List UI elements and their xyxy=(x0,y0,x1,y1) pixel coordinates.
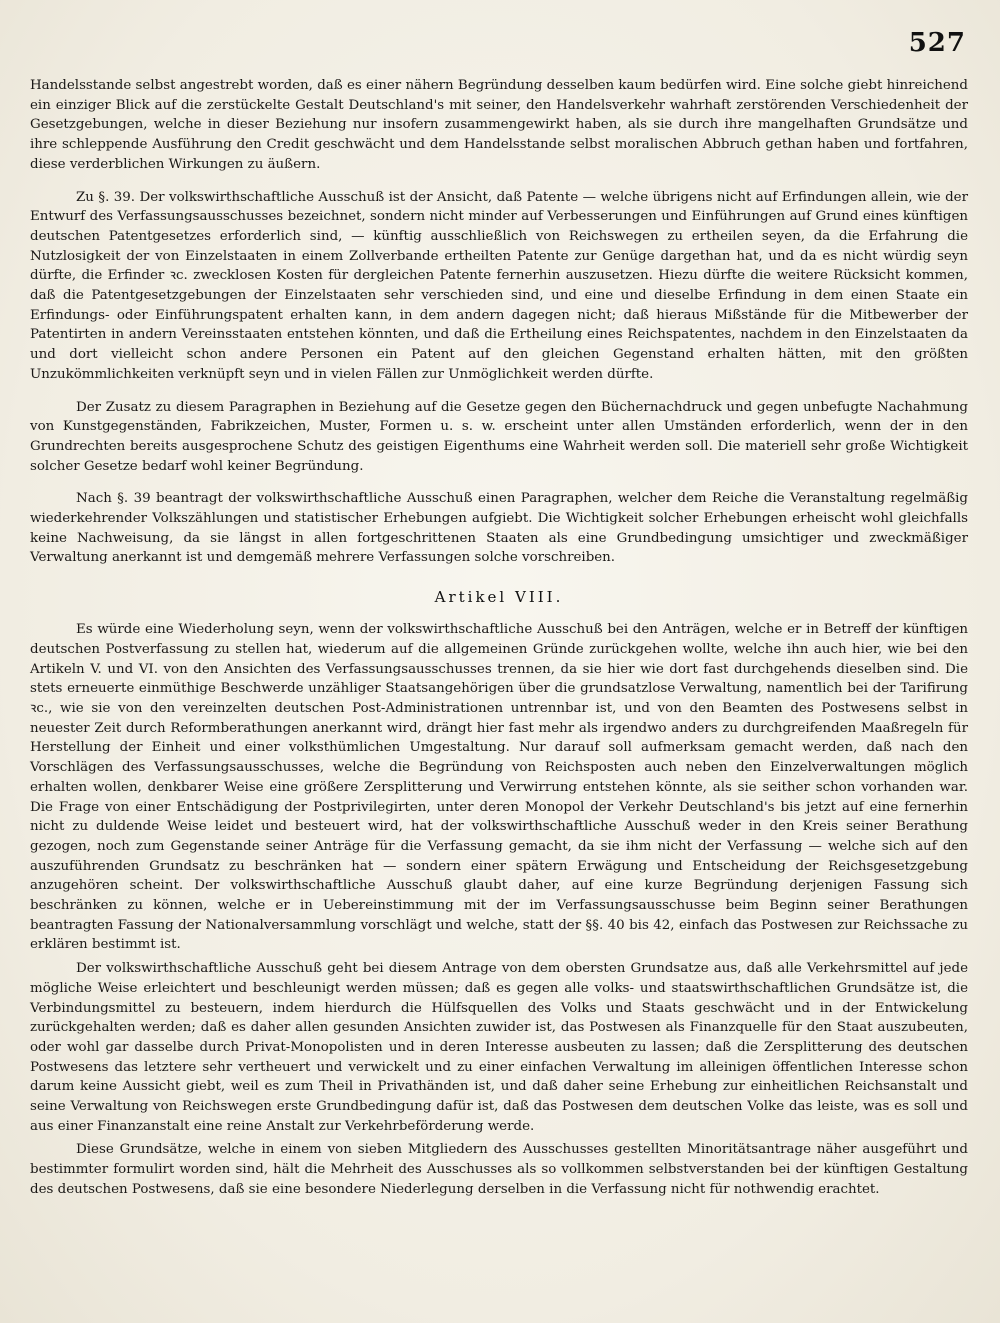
page-body xyxy=(30,76,968,1200)
paragraph-postverfassung: Es würde eine Wiederholung seyn, wenn der volkswirthschaftliche Ausschuß bei den Anträgen, welche er in Betreff der künftigen deutschen Postverfassung zu stellen hat, wiederum auf die allgemeinen Gründe zurückgehen wollte, welche ihn auch hier, wie bei den Artikeln V. und VI. von den Ansichten des Verfassungsausschusses trennen, da sie hier wie dort fast durchgehends dieselben sind. Die stets erneuerte einmüthige Beschwerde unzähliger Staatsangehörigen über die grundsatzlose Verwaltung, namentlich bei der Tarifirung ꝛc., wie sie von den vereinzelten deutschen Post-Administrationen untrennbar ist, und von den Beamten des Postwesens selbst in neuester Zeit durch Reformberathungen anerkannt wird, drängt hier fast mehr als irgendwo anders zu durchgreifenden Maaßregeln für Herstellung der Einheit und einer volksthümlichen Umgestaltung. Nur darauf soll aufmerksam gemacht werden, daß nach den Vorschlägen des Verfassungsausschusses, welche die Begründung von Reichsposten auch neben den Einzelverwaltungen möglich erhalten wollen, denkbarer Weise eine größere Zersplitterung und Verwirrung entstehen könnte, als sie seither schon vorhanden war. Die Frage von einer Entschädigung der Postprivilegirten, unter deren Monopol der Verkehr Deutschland's bis jetzt auf eine fernerhin nicht zu duldende Weise leidet und besteuert wird, hat der volkswirthschaftliche Ausschuß weder in den Kreis seiner Berathung gezogen, noch zum Gegenstande seiner Anträge für die Verfassung gemacht, da sie ihm nicht der Verfassung — welche sich auf den auszuführenden Grundsatz zu beschränken hat — sondern einer spätern Erwägung und Entscheidung der Reichsgesetzgebung anzugehören scheint. Der volkswirthschaftliche Ausschuß glaubt daher, auf eine kurze Begründung derjenigen Fassung sich beschränken zu können, welche er in Uebereinstimmung mit der im Verfassungsausschusse beim Beginn seiner Berathungen beantragten Fassung der Nationalversammlung vorschlägt und welche, statt der §§. 40 bis 42, einfach das Postwesen zur Reichssache zu erklären bestimmt ist. xyxy=(30,622,968,953)
article-heading: Artikel VIII. xyxy=(434,588,564,607)
paragraph-volkszaehlung: Nach §. 39 beantragt der volkswirthschaftliche Ausschuß einen Paragraphen, welcher dem Reiche die Veranstaltung regelmäßig wiederkehrender Volkszählungen und statistischer Erhebungen aufgiebt. Die Wichtigkeit solcher Erhebungen erheischt wohl gleichfalls keine Nachweisung, da sie längst in allen fortgeschrittenen Staaten als eine Grundbedingung umsichtiger und zweckmäßiger Verwaltung anerkannt ist und demgemäß mehrere Verfassungen solche vorschreiben. xyxy=(30,491,968,566)
paragraph-grundsaetze: Diese Grundsätze, welche in einem von sieben Mitgliedern des Ausschusses gestellten Minoritätsantrage näher ausgeführt und bestimmter formulirt worden sind, hält die Mehrheit des Ausschusses als so vollkommen selbstverstanden bei der künftigen Gestaltung des deutschen Postwesens, daß sie eine besondere Niederlegung derselben in die Verfassung nicht für nothwendig erachtet. xyxy=(30,1142,968,1197)
page-number: 527 xyxy=(908,28,966,58)
paragraph-verkehrsmittel: Der volkswirthschaftliche Ausschuß geht bei diesem Antrage von dem obersten Grundsatze aus, daß alle Verkehrsmittel auf jede mögliche Weise erleichtert und beschleunigt werden müssen; daß es gegen alle volks- und staatswirthschaftlichen Grundsätze ist, die Verbindungsmittel zu besteuern, indem hierdurch die Hülfsquellen des Volks und Staats geschwächt und in der Entwickelung zurückgehalten werden; daß es daher allen gesunden Ansichten zuwider ist, das Postwesen als Finanzquelle für den Staat auszubeuten, oder wohl gar dasselbe durch Privat-Monopolisten und in deren Interesse ausbeuten zu lassen; daß die Zersplitterung des deutschen Postwesens das letztere sehr vertheuert und verwickelt und zu einer einfachen Verwaltung im alleinigen öffentlichen Interesse schon darum keine Aussicht giebt, weil es zum Theil in Privathänden ist, und daß daher seine Erhebung zur einheitlichen Reichsanstalt und seine Verwaltung von Reichswegen erste Grundbedingung dafür ist, daß das Postwesen dem deutschen Volke das leiste, was es soll und aus einer Finanzanstalt eine reine Anstalt zur Verkehrbeförderung werde. xyxy=(30,961,968,1134)
paragraph-patente: Zu §. 39. Der volkswirthschaftliche Ausschuß ist der Ansicht, daß Patente — welche übrigens nicht auf Erfindungen allein, wie der Entwurf des Verfassungsausschusses bezeichnet, sondern nicht minder auf Verbesserungen und Einführungen auf Grund eines künftigen deutschen Patentgesetzes erforderlich sind, — künftig ausschließlich von Reichswegen zu ertheilen seyen, da die Erfahrung die Nutzlosigkeit der von Einzelstaaten in einem Zollverbande ertheilten Patente zur Genüge dargethan hat, und da es nicht würdig seyn dürfte, die Erfinder ꝛc. zwecklosen Kosten für dergleichen Patente fernerhin auszusetzen. Hiezu dürfte die weitere Rücksicht kommen, daß die Patentgesetzgebungen der Einzelstaaten sehr verschieden sind, und eine und dieselbe Erfindung in dem einen Staate ein Erfindungs- oder Einführungspatent erhalten kann, in dem andern dagegen nicht; daß hieraus Mißstände für die Mitbewerber der Patentirten in andern Vereinsstaaten entstehen könnten, und daß die Ertheilung eines Reichspatentes, nachdem in den Einzelstaaten da und dort vielleicht schon andere Personen ein Patent auf den gleichen Gegenstand erhalten hätten, mit den größten Unzukömmlichkeiten verknüpft seyn und in vielen Fällen zur Unmöglichkeit werden dürfte. xyxy=(30,189,968,382)
paragraph-zusatz: Der Zusatz zu diesem Paragraphen in Beziehung auf die Gesetze gegen den Büchernachdruck und gegen unbefugte Nachahmung von Kunstgegenständen, Fabrikzeichen, Muster, Formen u. s. w. erscheint unter allen Umständen erforderlich, wenn der in den Grundrechten bereits ausgesprochene Schutz des geistigen Eigenthums eine Wahrheit werden soll. Die materiell sehr große Wichtigkeit solcher Gesetze bedarf wohl keiner Begründung. xyxy=(30,399,968,474)
paragraph-handelsstand: Handelsstande selbst angestrebt worden, daß es einer nähern Begründung desselben kaum bedürfen wird. Eine solche giebt hinreichend ein einziger Blick auf die zerstückelte Gestalt Deutschland's mit seiner, den Handelsverkehr wahrhaft zerstörenden Verschiedenheit der Gesetzgebungen, welche in dieser Beziehung nur insofern zusammengewirkt haben, als sie durch ihre mangelhaften Grundsätze und ihre schleppende Ausführung den Credit geschwächt und dem Handelsstande selbst moralischen Abbruch gethan haben und fortfahren, diese verderblichen Wirkungen zu äußern. xyxy=(30,78,968,172)
